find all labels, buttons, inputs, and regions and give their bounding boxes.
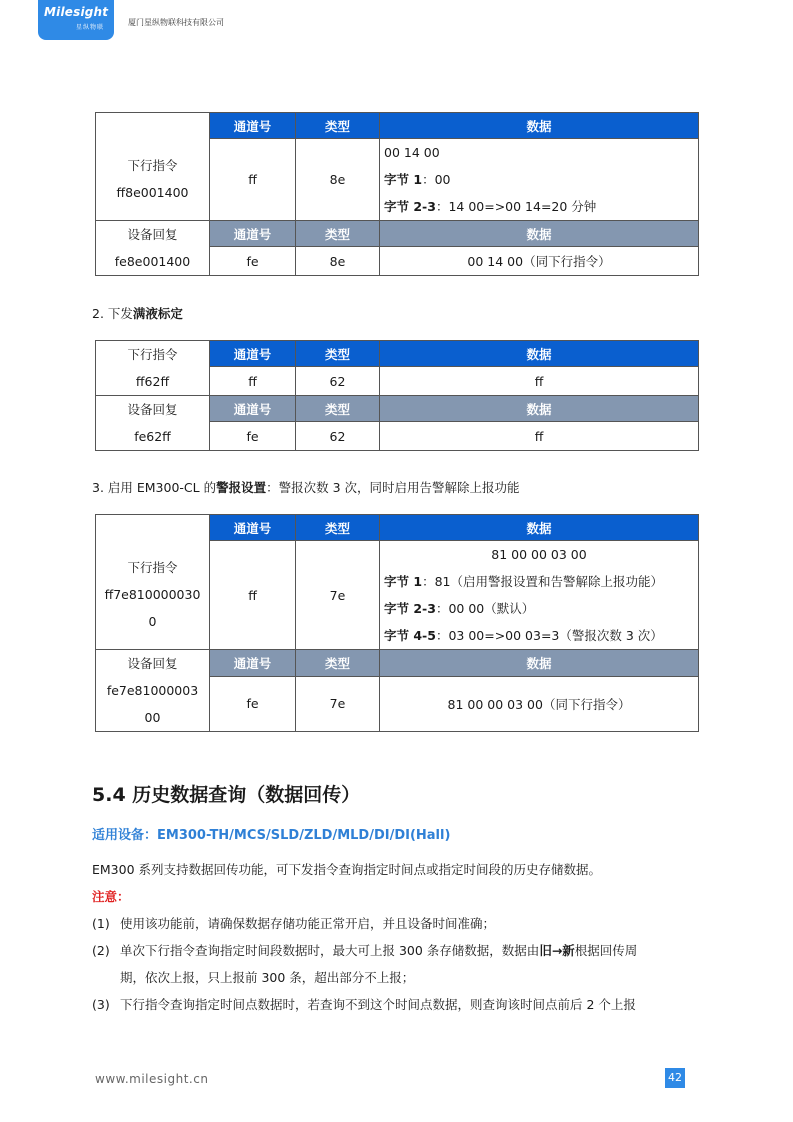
data-line: 字节 1：00 — [384, 172, 451, 187]
downlink-label: 下行指令 — [127, 560, 178, 576]
header-type: 类型 — [296, 341, 380, 367]
downlink-data: ff — [380, 367, 699, 396]
downlink-label: 下行指令 — [127, 158, 178, 174]
header-channel: 通道号 — [210, 515, 296, 541]
reply-code: fe8e001400 — [114, 254, 191, 269]
data-line: 00 14 00 — [384, 145, 440, 160]
header-channel: 通道号 — [210, 221, 296, 247]
downlink-label: 下行指令 — [127, 347, 178, 362]
reply-code: fe62ff — [134, 429, 171, 444]
company-name: 厦门星纵物联科技有限公司 — [128, 18, 224, 27]
reply-label: 设备回复 — [127, 227, 178, 242]
note-label: 注意： — [92, 889, 130, 904]
header-data: 数据 — [380, 396, 699, 422]
footer-url: www.milesight.cn — [95, 1072, 209, 1086]
header-data: 数据 — [380, 113, 699, 139]
applicable-devices: 适用设备：EM300-TH/MCS/SLD/ZLD/MLD/DI/DI(Hall) — [92, 828, 451, 843]
logo-text: Milesight — [44, 5, 109, 19]
downlink-type: 7e — [296, 541, 380, 650]
downlink-type: 8e — [296, 139, 380, 221]
downlink-cell — [96, 341, 210, 396]
reply-data: 00 14 00（同下行指令） — [380, 247, 699, 276]
data-line: 字节 2-3：00 00（默认） — [384, 601, 535, 616]
reply-channel: fe — [210, 422, 296, 451]
data-line: 81 00 00 03 00 — [491, 547, 587, 562]
header-type: 类型 — [296, 221, 380, 247]
header-data: 数据 — [380, 515, 699, 541]
data-line: 字节 1：81（启用警报设置和告警解除上报功能） — [384, 574, 663, 589]
reply-code: fe7e81000003 — [106, 683, 199, 698]
downlink-data — [380, 541, 699, 650]
reply-channel: fe — [210, 247, 296, 276]
downlink-code-cont: 0 — [148, 614, 157, 630]
header-channel: 通道号 — [210, 650, 296, 677]
table-corner-cell — [96, 113, 210, 139]
downlink-cell — [96, 139, 210, 221]
header-channel: 通道号 — [210, 341, 296, 367]
downlink-channel: ff — [210, 367, 296, 396]
downlink-cell — [96, 541, 210, 650]
section-3-title: 3. 启用 EM300-CL 的警报设置：警报次数 3 次，同时启用告警解除上报功能 — [92, 480, 520, 495]
logo-subtext: 星纵物联 — [76, 24, 105, 31]
header-type: 类型 — [296, 650, 380, 677]
header-channel: 通道号 — [210, 113, 296, 139]
reply-data: ff — [380, 422, 699, 451]
header-channel: 通道号 — [210, 396, 296, 422]
milesight-logo — [38, 0, 114, 40]
reply-type: 62 — [296, 422, 380, 451]
downlink-channel: ff — [210, 541, 296, 650]
reply-label: 设备回复 — [127, 402, 178, 417]
list-item: (1) 使用该功能前，请确保数据存储功能正常开启，并且设备时间准确； — [92, 916, 496, 931]
reply-type: 8e — [296, 247, 380, 276]
list-item: (2) 单次下行指令查询指定时间段数据时，最大可上报 300 条存储数据，数据由旧→新根据回传周 — [92, 943, 638, 958]
reply-channel: fe — [210, 676, 296, 731]
list-item-cont: 期，依次上报，只上报前 300 条，超出部分不上报； — [120, 970, 415, 985]
page-number: 42 — [665, 1068, 685, 1088]
data-line: 字节 4-5：03 00=>00 03=3（警报次数 3 次） — [384, 628, 663, 643]
reply-data: 81 00 00 03 00（同下行指令） — [380, 676, 699, 731]
header-type: 类型 — [296, 515, 380, 541]
command-table-1 — [95, 112, 699, 276]
downlink-type: 62 — [296, 367, 380, 396]
command-table-2 — [95, 340, 699, 451]
header-type: 类型 — [296, 113, 380, 139]
header-data: 数据 — [380, 650, 699, 677]
reply-cell — [96, 650, 210, 732]
table-corner-cell — [96, 515, 210, 541]
header-type: 类型 — [296, 396, 380, 422]
reply-label: 设备回复 — [127, 656, 178, 671]
data-line: 字节 2-3：14 00=>00 14=20 分钟 — [384, 199, 597, 214]
reply-type: 7e — [296, 676, 380, 731]
section-2-title: 2. 下发满液标定 — [92, 306, 183, 321]
downlink-code: ff7e810000030 — [104, 587, 201, 603]
reply-cell — [96, 221, 210, 276]
command-table-3 — [95, 514, 699, 732]
downlink-code: ff8e001400 — [116, 185, 189, 201]
list-item: (3) 下行指令查询指定时间点数据时，若查询不到这个时间点数据，则查询该时间点前后 2 个上报 — [92, 997, 636, 1012]
header-data: 数据 — [380, 341, 699, 367]
intro-paragraph: EM300 系列支持数据回传功能，可下发指令查询指定时间点或指定时间段的历史存储数据。 — [92, 862, 602, 877]
reply-cell — [96, 396, 210, 451]
section-heading: 5.4 历史数据查询（数据回传） — [92, 784, 361, 806]
reply-code-cont: 00 — [144, 710, 161, 725]
downlink-data — [380, 139, 699, 221]
header-data: 数据 — [380, 221, 699, 247]
downlink-channel: ff — [210, 139, 296, 221]
downlink-code: ff62ff — [135, 374, 170, 389]
